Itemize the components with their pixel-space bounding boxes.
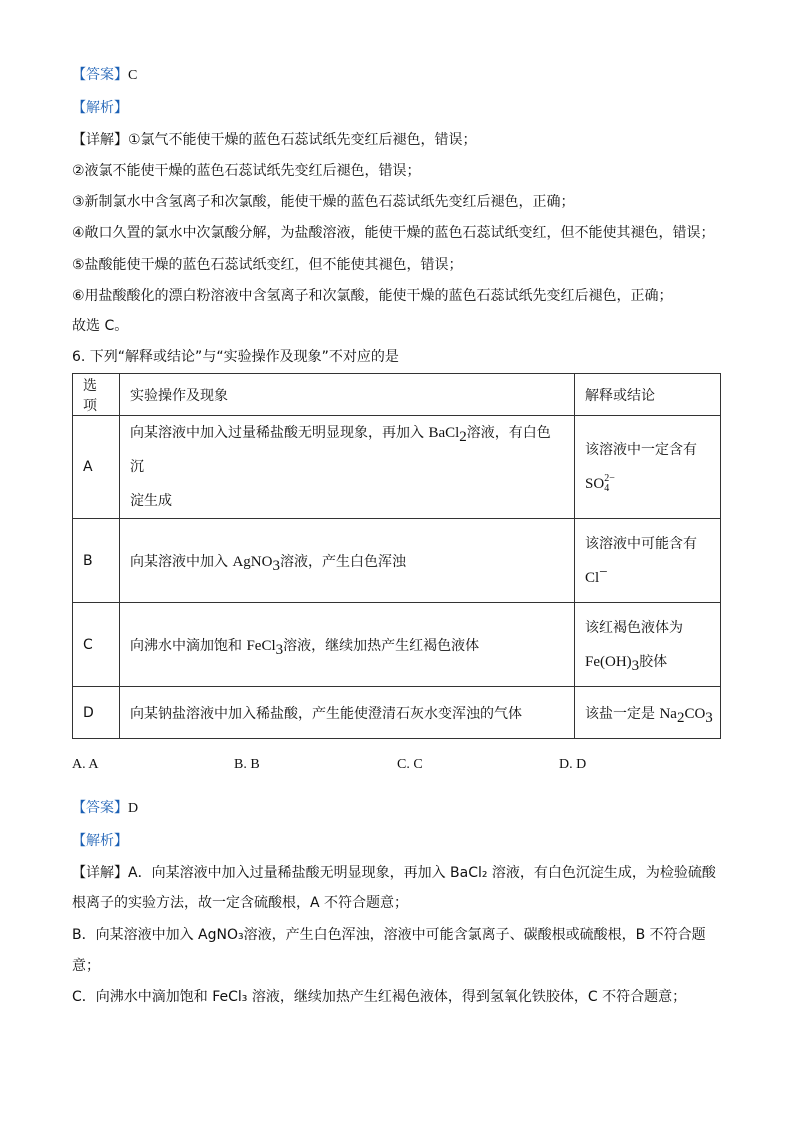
q5-conclusion: 故选 C。 [72, 318, 129, 334]
row-c-option: C [73, 603, 120, 687]
detail-tag: 【详解】 [72, 132, 128, 148]
row-d-conclusion [575, 687, 721, 739]
header-option: 选项 [73, 374, 120, 416]
row-b-op-text: 向某溶液中加入 [130, 553, 233, 570]
row-c-conc-chem: Fe(OH) [585, 653, 632, 670]
row-a-conc-sub: 4 [604, 483, 610, 494]
row-a-op-chem: BaCl [428, 425, 460, 441]
row-a-conc-sup: 2− [604, 473, 615, 484]
row-b-op-sub: 3 [272, 557, 280, 574]
detail-text: ①氯气不能使干燥的蓝色石蕊试纸先变红后褪色，错误； [128, 132, 477, 148]
q6-options [72, 757, 721, 777]
row-a-conclusion [575, 416, 721, 519]
row-a-op-sub: 2 [459, 428, 467, 445]
answer-tag: 【答案】 [72, 800, 128, 816]
q6-answer-line [72, 798, 138, 819]
table-row-c [73, 603, 721, 687]
row-d-conc-chem-2: CO [684, 705, 706, 722]
row-b-conc-text: 该溶液中可能含有 [585, 535, 697, 552]
q5-detail-line-5: ⑤盐酸能使干燥的蓝色石蕊试纸变红，但不能使其褪色，错误； [72, 257, 463, 273]
row-c-conclusion [575, 603, 721, 687]
row-a-op-text-2: 溶液，有白色沉 [130, 425, 551, 475]
answer-tag: 【答案】 [72, 67, 128, 83]
q6-stem: 6. 下列“解释或结论”与“实验操作及现象”不对应的是 [72, 349, 399, 365]
answer-value: C [128, 68, 138, 83]
row-b-op-chem: AgNO [232, 553, 273, 570]
row-a-conc-text: 该溶液中一定含有 [585, 442, 697, 458]
row-b-conc-sup: − [599, 563, 608, 580]
row-a-option: A [73, 416, 120, 519]
row-c-operation [120, 603, 575, 687]
row-c-conc-sub: 3 [631, 657, 640, 674]
q5-answer-line [72, 65, 137, 86]
row-c-conc-text: 该红褐色液体为 [585, 619, 683, 636]
q6-detail-line-5: C．向沸水中滴加饱和 FeCl₃ 溶液，继续加热产生红褐色液体，得到氢氧化铁胶体，C 不符合题意； [72, 989, 687, 1005]
row-d-option: D [73, 687, 120, 739]
q5-detail-line-6: ⑥用盐酸酸化的漂白粉溶液中含氢离子和次氯酸，能使干燥的蓝色石蕊试纸先变红后褪色，正确； [72, 288, 673, 304]
row-b-operation [120, 519, 575, 603]
answer-value: D [128, 801, 139, 816]
row-d-operation: 向某钠盐溶液中加入稀盐酸，产生能使澄清石灰水变浑浊的气体 [120, 687, 575, 739]
header-conclusion: 解释或结论 [575, 374, 721, 416]
row-d-conc-chem: Na [659, 705, 677, 722]
q5-detail-line-4: ④敞口久置的氯水中次氯酸分解，为盐酸溶液，能使干燥的蓝色石蕊试纸变红，但不能使其褪色，错误； [72, 225, 715, 241]
analysis-tag: 【解析】 [72, 100, 128, 116]
table-row-d [73, 687, 721, 739]
analysis-tag: 【解析】 [72, 833, 128, 849]
row-c-op-chem: FeCl [246, 637, 276, 654]
q6-analysis-tag [72, 831, 128, 851]
q5-detail-line-1 [72, 130, 477, 150]
detail-tag: 【详解】 [72, 865, 128, 881]
row-a-op-text-3: 淀生成 [130, 493, 172, 509]
q6-table [72, 373, 721, 739]
header-operation: 实验操作及现象 [120, 374, 575, 416]
row-d-conc-sub: 2 [676, 709, 685, 726]
q6-detail-line-4: 意； [72, 958, 100, 974]
row-d-conc-sub-2: 3 [705, 709, 713, 726]
option-d: D. D [559, 757, 587, 772]
row-b-op-text-2: 溶液，产生白色浑浊 [279, 553, 406, 570]
row-c-op-sub: 3 [275, 641, 284, 658]
row-a-conc-chem: SO [585, 476, 605, 492]
option-b: B. B [234, 757, 260, 772]
q6-detail-line-1 [72, 863, 716, 883]
row-b-conclusion [575, 519, 721, 603]
q6-detail-line-3: B．向某溶液中加入 AgNO₃溶液，产生白色浑浊，溶液中可能含氯离子、碳酸根或硫酸根，B 不符合题 [72, 927, 706, 943]
table-row-b [73, 519, 721, 603]
row-b-option: B [73, 519, 120, 603]
row-c-conc-text-2: 胶体 [639, 653, 668, 670]
detail-text: A．向某溶液中加入过量稀盐酸无明显现象，再加入 BaCl₂ 溶液，有白色沉淀生成，为检验硫酸 [128, 865, 716, 881]
row-a-op-text: 向某溶液中加入过量稀盐酸无明显现象，再加入 [130, 425, 429, 441]
q5-detail-line-2: ②液氯不能使干燥的蓝色石蕊试纸先变红后褪色，错误； [72, 163, 421, 179]
row-b-conc-chem: Cl [585, 569, 600, 586]
option-a: A. A [72, 757, 99, 772]
row-a-operation [120, 416, 575, 519]
q5-analysis-tag [72, 98, 128, 118]
q6-detail-line-2: 根离子的实验方法，故一定含硫酸根，A 不符合题意； [72, 895, 409, 911]
row-d-conc-text: 该盐一定是 [585, 705, 660, 722]
row-c-op-text: 向沸水中滴加饱和 [130, 637, 247, 654]
option-c: C. C [397, 757, 423, 772]
table-header-row [73, 374, 721, 416]
q5-detail-line-3: ③新制氯水中含氢离子和次氯酸，能使干燥的蓝色石蕊试纸先变红后褪色，正确； [72, 194, 575, 210]
table-row-a [73, 416, 721, 519]
row-c-op-text-2: 溶液，继续加热产生红褐色液体 [283, 637, 480, 654]
